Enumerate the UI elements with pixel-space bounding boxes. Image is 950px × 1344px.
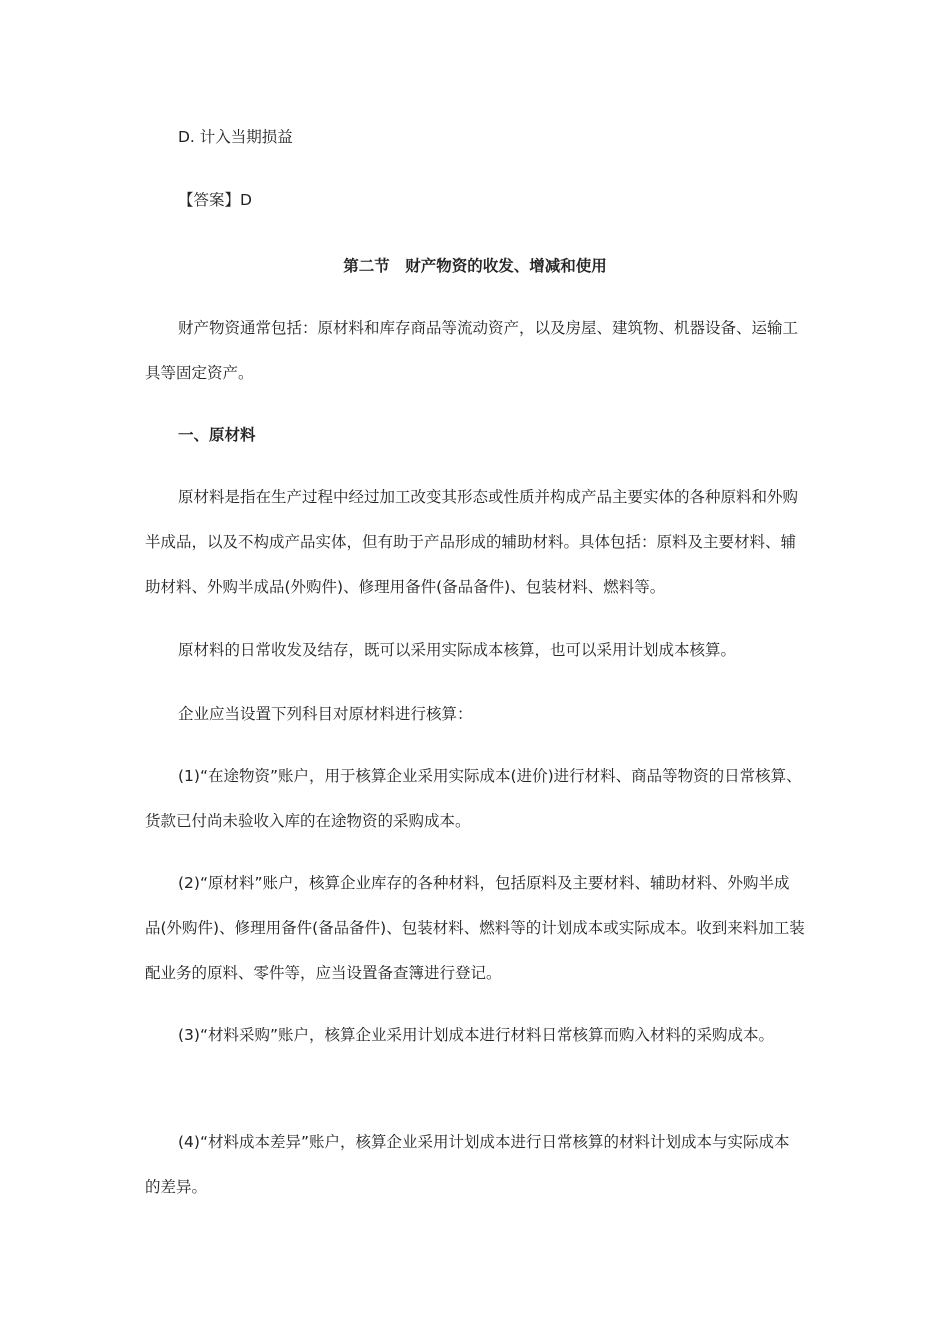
accounts-intro-paragraph: 企业应当设置下列科目对原材料进行核算： bbox=[178, 705, 473, 723]
definition-paragraph: 原材料是指在生产过程中经过加工改变其形态或性质并构成产品主要实体的各种原料和外购半成品，以及不构成产品实体，但有助于产品形成的辅助材料。具体包括：原料及主要材料、辅助材料、外购半成品(外购件)、修理用备件(备品备件)、包装材料、燃料等。 bbox=[145, 488, 799, 596]
subsection-heading: 一、原材料 bbox=[178, 426, 256, 444]
accounting-method-paragraph: 原材料的日常收发及结存，既可以采用实际成本核算，也可以采用计划成本核算。 bbox=[178, 641, 737, 659]
account-item-1: (1)“在途物资”账户，用于核算企业采用实际成本(进价)进行材料、商品等物资的日常核算、货款已付尚未验收入库的在途物资的采购成本。 bbox=[145, 767, 802, 830]
section-title: 第二节 财产物资的收发、增减和使用 bbox=[343, 257, 607, 275]
account-item-2: (2)“原材料”账户，核算企业库存的各种材料，包括原料及主要材料、辅助材料、外购半成品(外购件)、修理用备件(备品备件)、包装材料、燃料等的计划成本或实际成本。收到来料加工装配业务的原料、零件等，应当设置备查簿进行登记。 bbox=[145, 874, 805, 982]
option-d: D. 计入当期损益 bbox=[178, 128, 293, 146]
account-item-3: (3)“材料采购”账户，核算企业采用计划成本进行材料日常核算而购入材料的采购成本。 bbox=[178, 1026, 775, 1044]
answer-line: 【答案】D bbox=[178, 191, 252, 209]
account-item-4: (4)“材料成本差异”账户，核算企业采用计划成本进行日常核算的材料计划成本与实际成本的差异。 bbox=[145, 1133, 790, 1196]
intro-paragraph: 财产物资通常包括：原材料和库存商品等流动资产，以及房屋、建筑物、机器设备、运输工具等固定资产。 bbox=[145, 319, 799, 382]
